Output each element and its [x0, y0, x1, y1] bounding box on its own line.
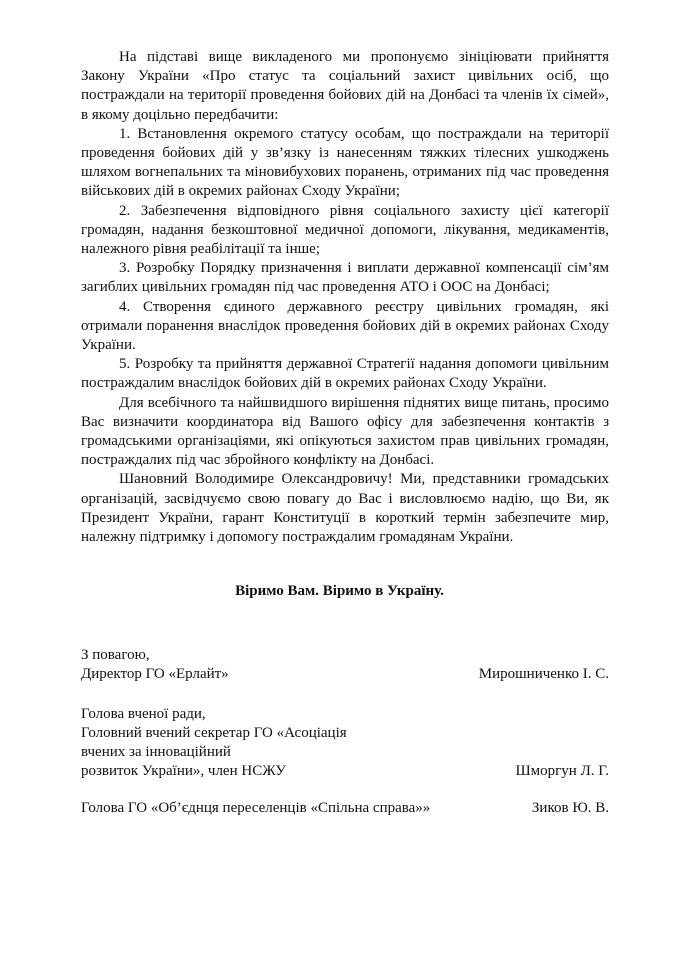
closing-salutation: З повагою,	[81, 647, 150, 663]
request-paragraph: Для всебічного та найшвидшого вирішення піднятих вище питань, просимо Вас визначити координатора від Вашого офісу для забезпечення контактів з громадськими організаціями, які опікуються захистом прав цивільних громадян, постраждалих під час збройного конфлікту на Донбасі.	[81, 394, 609, 469]
signatory-1-role-line: Директор ГО «Ерлайт»	[81, 666, 229, 682]
proposal-item-5: 5. Розробку та прийняття державної Стратегії надання допомоги цивільним постраждалим внаслідок бойових дій в окремих районах Сходу України.	[81, 356, 609, 392]
signatory-2-role	[81, 705, 347, 781]
signatory-1-name: Мирошниченко І. С.	[478, 666, 609, 682]
signatory-3-name: Зиков Ю. В.	[531, 800, 609, 816]
intro-paragraph: На підставі вище викладеного ми пропонуємо зініціювати прийняття Закону України «Про статус та соціальний захист цивільних осіб, що постраждали на території проведення бойових дій на Донбасі та членів їх сімей», в якому доцільно передбачити:	[81, 49, 609, 123]
proposal-item-2: 2. Забезпечення відповідного рівня соціального захисту цієї категорії громадян, надання безкоштовної медичної допомоги, лікування, медикаментів, належного рівня реабілітації та інше;	[81, 202, 609, 258]
signatory-2-role-line: Голова вченої ради,	[81, 706, 206, 722]
proposal-item-3: 3. Розробку Порядку призначення і виплати державної компенсації сім’ям загиблих цивільних громадян під час проведення АТО і ООС на Донбасі;	[81, 260, 609, 296]
proposal-item-4: 4. Створення єдиного державного реєстру цивільних громадян, які отримали поранення внаслідок проведення бойових дій в окремих районах Сходу України.	[81, 298, 609, 354]
signatory-1-role	[81, 665, 229, 684]
signatory-2-role-line: Головний вчений секретар ГО «Асоціація	[81, 725, 347, 741]
letter-body	[81, 48, 609, 547]
signatory-2-name: Шморгун Л. Г.	[515, 763, 609, 779]
signatory-2-role-line: розвиток України», член НСЖУ	[81, 763, 287, 779]
signatory-3-role-line: Голова ГО «Об’єднця переселенців «Спільна справа»»	[81, 800, 431, 816]
proposal-item-1: 1. Встановлення окремого статусу особам, що постраждали на території проведення бойових дій у зв’язку із нанесенням тяжких тілесних ушкоджень шляхом вогнепальних та міновибухових поранень, отриманих під час проведення військових дій в окремих районах Сходу України;	[81, 125, 609, 200]
signatory-3-role	[81, 799, 430, 818]
appeal-paragraph: Шановний Володимире Олександровичу! Ми, представники громадських організацій, засвідчуємо свою повагу до Вас і висловлюємо надію, що Ви, як Президент України, гарант Конституції в короткий термін забезпечите мир, належну підтримку і допомогу постраждалим громадянам України.	[81, 471, 609, 546]
motto: Віримо Вам. Віримо в Україну.	[235, 583, 444, 599]
signatory-2-role-line: вчених за інноваційний	[81, 744, 231, 760]
